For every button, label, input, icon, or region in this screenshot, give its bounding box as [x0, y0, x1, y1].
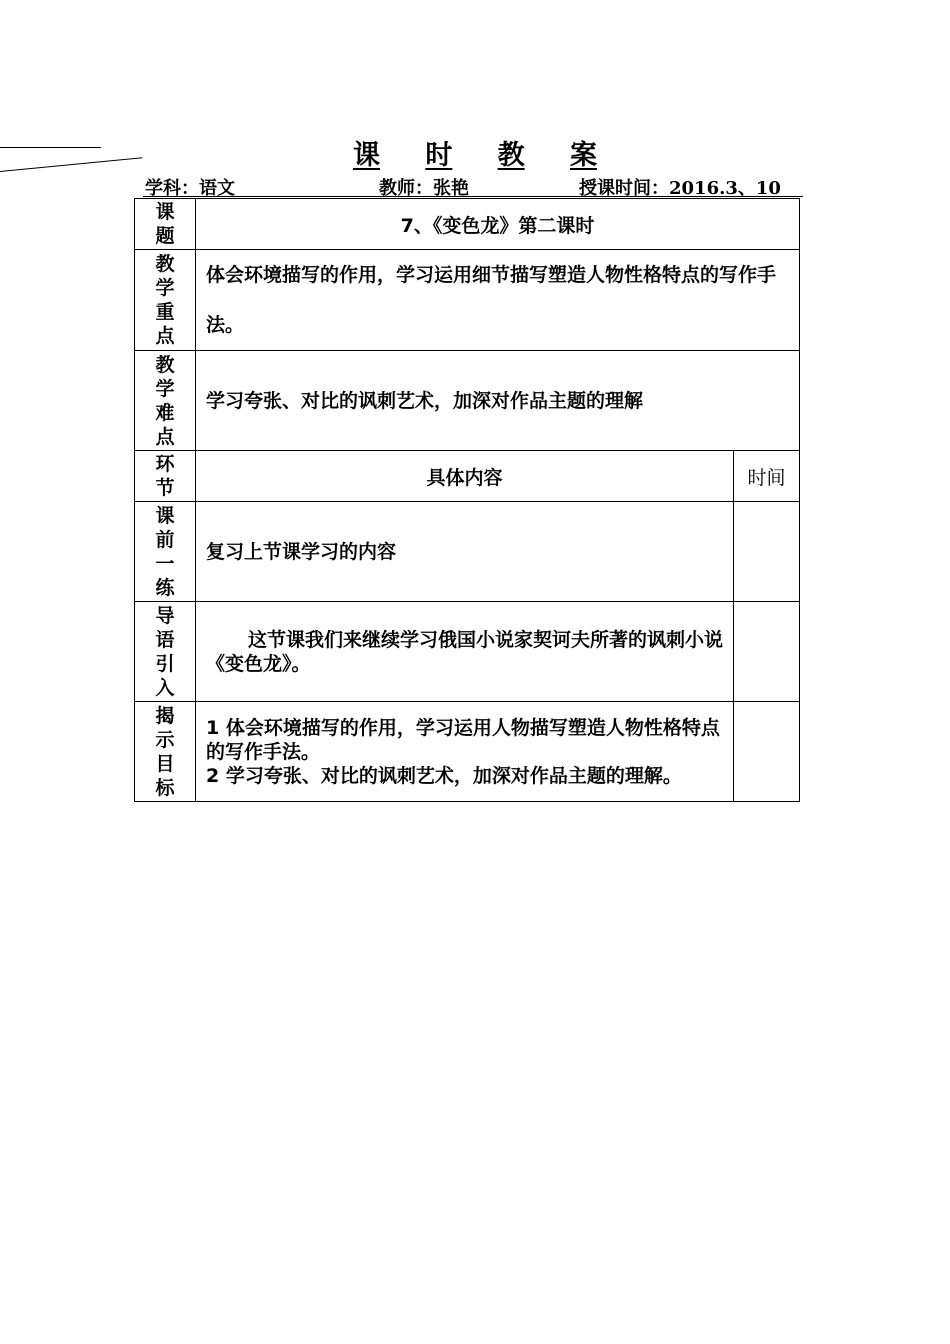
teacher-text: 教师：张艳	[379, 178, 469, 199]
pre-class-time	[734, 502, 800, 602]
title-char: 课	[353, 140, 380, 171]
label-char: 教	[155, 353, 175, 376]
goals-time	[734, 702, 800, 802]
label-char: 环	[155, 453, 175, 475]
label-char: 课	[155, 201, 175, 223]
row-label	[135, 250, 196, 351]
decorative-line-slanted	[0, 157, 142, 172]
subject-text: 学科：语文	[145, 178, 235, 199]
label-char: 标	[155, 776, 175, 799]
difficulties-content: 学习夸张、对比的讽刺艺术，加深对作品主题的理解	[196, 351, 800, 451]
lesson-plan-table	[134, 198, 800, 802]
decorative-line-top	[0, 147, 101, 148]
row-label	[135, 199, 196, 250]
label-char: 重	[155, 301, 175, 323]
label-char: 前	[155, 528, 175, 551]
label-char: 难	[155, 401, 175, 424]
goal-item: 2 学习夸张、对比的讽刺艺术，加深对作品主题的理解。	[206, 764, 682, 787]
label-char: 导	[155, 604, 175, 627]
row-stage-header	[135, 451, 800, 502]
key-points-content: 体会环境描写的作用，学习运用细节描写塑造人物性格特点的写作手法。	[196, 250, 800, 351]
time-column-header: 时间	[734, 451, 800, 502]
row-topic	[135, 199, 800, 250]
label-char: 节	[155, 477, 175, 499]
label-char: 学	[155, 377, 175, 400]
title-char: 教	[497, 140, 525, 171]
label-char: 学	[155, 277, 175, 299]
topic-content: 7、《变色龙》第二课时	[196, 199, 800, 250]
label-char: 揭	[155, 704, 175, 727]
label-char: 点	[155, 425, 175, 448]
row-goals	[135, 702, 800, 802]
row-key-points	[135, 250, 800, 351]
label-char: 目	[155, 752, 175, 775]
date-text: 授课时间：2016.3、10	[579, 178, 781, 199]
label-char: 教	[155, 253, 175, 275]
title-char: 案	[569, 140, 597, 171]
row-label	[135, 451, 196, 502]
row-label	[135, 602, 196, 702]
row-label	[135, 702, 196, 802]
pre-class-content: 复习上节课学习的内容	[196, 502, 734, 602]
label-char: 入	[155, 676, 175, 699]
page-title	[353, 133, 597, 172]
label-char: 点	[155, 325, 175, 347]
row-difficulties	[135, 351, 800, 451]
label-char: 题	[155, 225, 175, 247]
row-pre-class	[135, 502, 800, 602]
label-char: 语	[155, 628, 175, 651]
label-char: 课	[155, 504, 175, 527]
row-intro	[135, 602, 800, 702]
label-char: 示	[155, 728, 175, 751]
title-char: 时	[425, 140, 453, 171]
label-char: 一	[155, 552, 175, 575]
intro-time	[734, 602, 800, 702]
goals-content	[196, 702, 734, 802]
lesson-meta	[143, 172, 803, 197]
label-char: 引	[155, 652, 175, 675]
label-char: 练	[155, 576, 175, 599]
content-column-header: 具体内容	[196, 451, 734, 502]
row-label	[135, 502, 196, 602]
row-label	[135, 351, 196, 451]
goal-item: 1 体会环境描写的作用，学习运用人物描写塑造人物性格特点的写作手法。	[206, 716, 720, 763]
intro-content: 这节课我们来继续学习俄国小说家契诃夫所著的讽刺小说《变色龙》。	[196, 602, 734, 702]
